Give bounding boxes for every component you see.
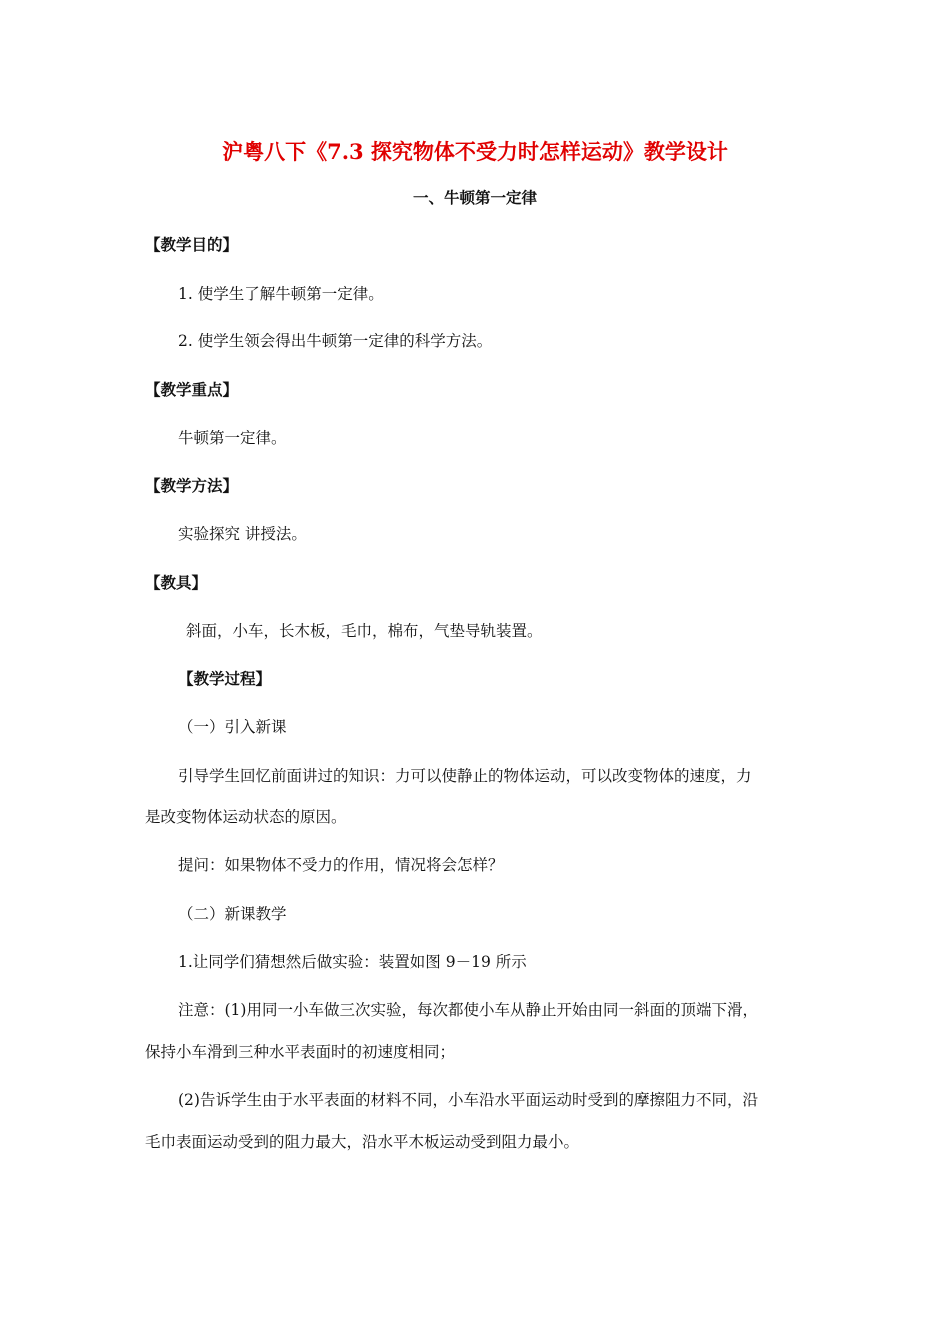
document-title: 沪粤八下《7.3 探究物体不受力时怎样运动》教学设计 bbox=[222, 139, 728, 164]
new-lesson-heading: （二）新课教学 bbox=[178, 905, 287, 923]
goal-item-2: 2. 使学生领会得出牛顿第一定律的科学方法。 bbox=[178, 332, 493, 350]
note-1-line-2: 保持小车滑到三种水平表面时的初速度相同； bbox=[145, 1043, 456, 1061]
intro-paragraph-line-2: 是改变物体运动状态的原因。 bbox=[145, 808, 347, 826]
goal-item-1: 1. 使学生了解牛顿第一定律。 bbox=[178, 285, 384, 303]
focus-text: 牛顿第一定律。 bbox=[178, 429, 287, 447]
question-text: 提问：如果物体不受力的作用，情况将会怎样？ bbox=[178, 856, 504, 874]
goals-heading: 【教学目的】 bbox=[145, 235, 239, 254]
focus-heading: 【教学重点】 bbox=[145, 380, 239, 399]
method-text: 实验探究 讲授法。 bbox=[178, 525, 307, 543]
section-heading: 一、牛顿第一定律 bbox=[412, 188, 537, 207]
tools-heading: 【教具】 bbox=[145, 573, 208, 592]
intro-paragraph-line-1: 引导学生回忆前面讲过的知识：力可以使静止的物体运动，可以改变物体的速度，力 bbox=[178, 767, 752, 785]
step-1-text: 1.让同学们猜想然后做实验：装置如图 9－19 所示 bbox=[178, 953, 527, 971]
note-2-line-2: 毛巾表面运动受到的阻力最大，沿水平木板运动受到阻力最小。 bbox=[145, 1133, 580, 1151]
process-heading: 【教学过程】 bbox=[178, 669, 272, 688]
intro-heading: （一）引入新课 bbox=[178, 718, 287, 736]
note-2-line-1: (2)告诉学生由于水平表面的材料不同，小车沿水平面运动时受到的摩擦阻力不同，沿 bbox=[178, 1091, 758, 1109]
note-1-line-1: 注意：(1)用同一小车做三次实验，每次都使小车从静止开始由同一斜面的顶端下滑， bbox=[178, 1001, 758, 1019]
tools-text: 斜面，小车，长木板，毛巾，棉布，气垫导轨装置。 bbox=[186, 622, 543, 640]
method-heading: 【教学方法】 bbox=[145, 476, 239, 495]
